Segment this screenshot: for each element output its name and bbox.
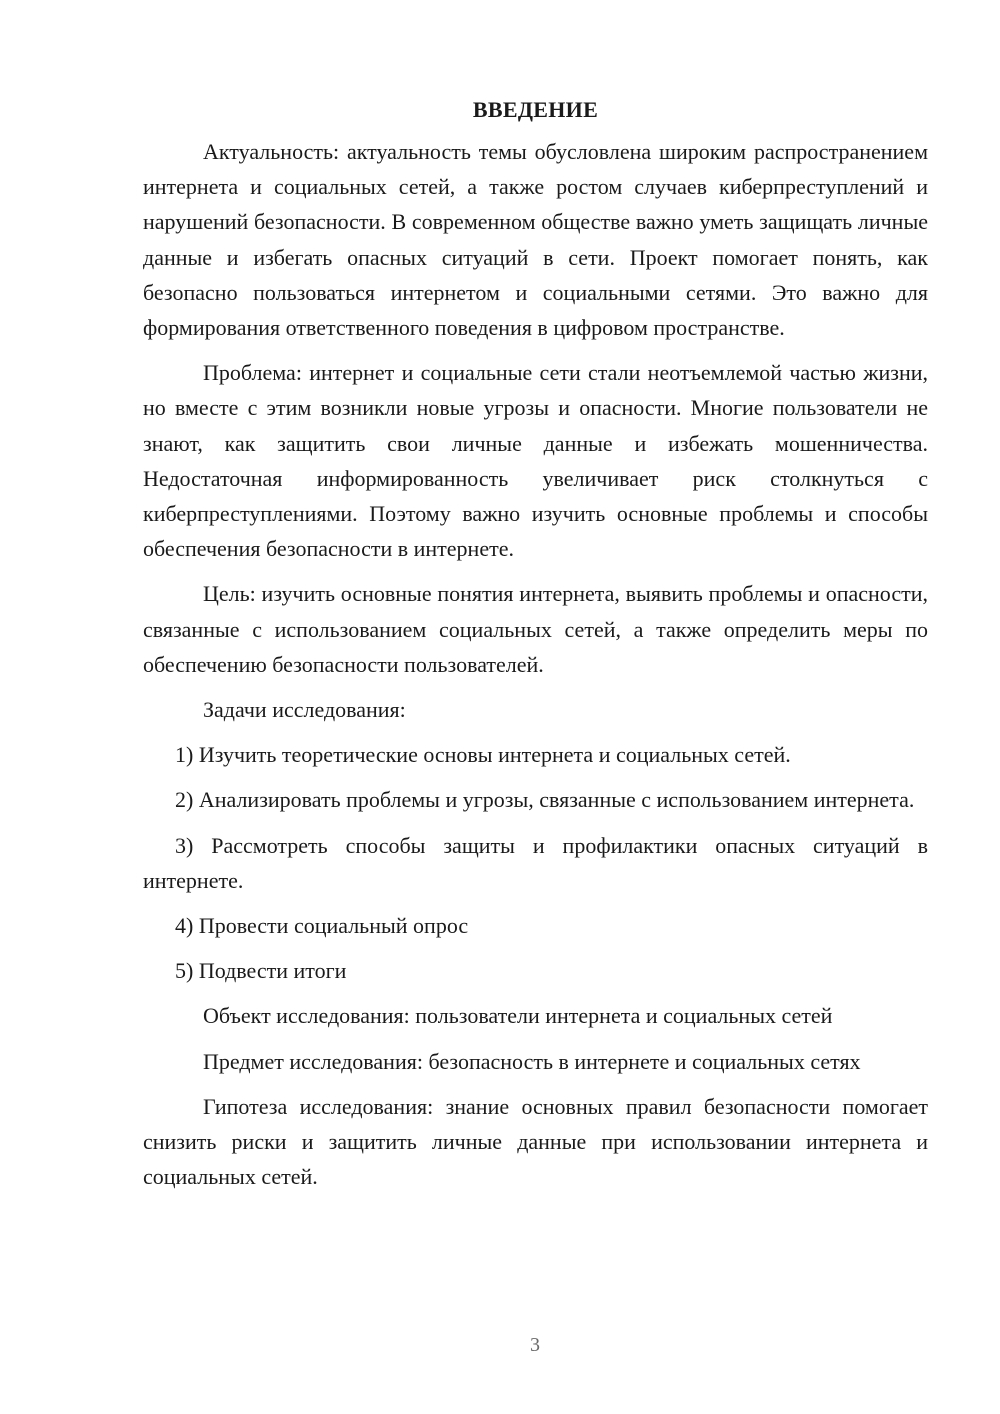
research-subject-paragraph: Предмет исследования: безопасность в интернете и социальных сетях [203, 1048, 861, 1074]
task-item-3: 3) Рассмотреть способы защиты и профилактики опасных ситуаций в интернете. [143, 832, 928, 893]
research-object-paragraph: Объект исследования: пользователи интернета и социальных сетей [203, 1003, 833, 1029]
relevance-paragraph: Актуальность: актуальность темы обусловлена широким распространением интернета и социальных сетей, а также ростом случаев киберпреступлений и нарушений безопасности. В современном обществе важно уметь защищать личные данные и избегать опасных ситуаций в сети. Проект помогает понять, как безопасно пользоваться интернетом и социальными сетями. Это важно для формирования ответственного поведения в цифровом пространстве. [143, 139, 928, 341]
tasks-title: Задачи исследования: [203, 697, 406, 723]
goal-paragraph: Цель: изучить основные понятия интернета, выявить проблемы и опасности, связанные с использованием социальных сетей, а также определить меры по обеспечению безопасности пользователей. [143, 581, 928, 677]
problem-paragraph: Проблема: интернет и социальные сети стали неотъемлемой частью жизни, но вместе с этим возникли новые угрозы и опасности. Многие пользователи не знают, как защитить свои личные данные и избежать мошенничества. Недостаточная информированность увеличивает риск столкнуться с киберпреступлениями. Поэтому важно изучить основные проблемы и способы обеспечения безопасности в интернете. [143, 360, 928, 562]
document-page [143, 92, 928, 1204]
task-item-5: 5) Подвести итоги [175, 958, 347, 984]
task-item-2: 2) Анализировать проблемы и угрозы, связанные с использованием интернета. [175, 787, 915, 813]
section-heading: ВВЕДЕНИЕ [472, 97, 599, 122]
page-number: 3 [530, 1334, 540, 1356]
hypothesis-paragraph: Гипотеза исследования: знание основных правил безопасности помогает снизить риски и защитить личные данные при использовании интернета и социальных сетей. [143, 1093, 928, 1190]
task-item-1: 1) Изучить теоретические основы интернета и социальных сетей. [175, 742, 791, 768]
task-item-4: 4) Провести социальный опрос [175, 913, 469, 939]
